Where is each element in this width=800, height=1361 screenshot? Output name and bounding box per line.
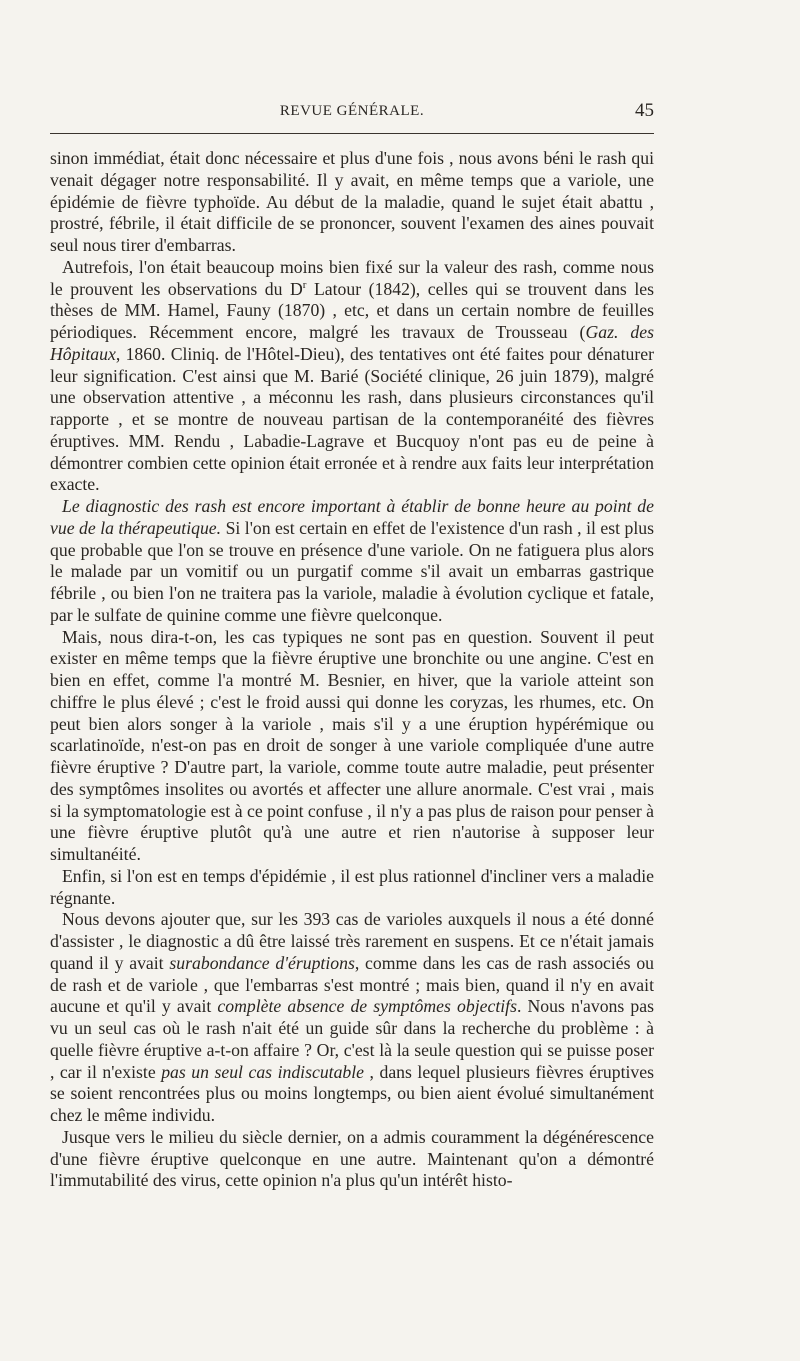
header-rule (50, 133, 654, 134)
text-run: , 1860. Cliniq. de l'Hôtel-Dieu), des tentatives ont été faites pour dénaturer leur signification. C'est ainsi que M. Barié (Société clinique, 26 juin 1879), malgré une observation attentive , a méconnu les rash, dans plusieurs circonstances qu'il rapporte , et se montre de nouveau partisan de la contemporanéité des fièvres éruptives. MM. Rendu , Labadie-Lagrave et Bucquoy n'ont pas eu de peine à démontrer combien cette opinion était erronée et à rendre aux faits leur interprétation exacte. (50, 343, 654, 495)
page-number: 45 (635, 100, 654, 121)
paragraph (50, 627, 654, 866)
running-head (50, 100, 654, 126)
text-run: Jusque vers le milieu du siècle dernier, on a admis couramment la dégénérescence d'une fièvre éruptive quelconque en une autre. Maintenant qu'on a démontré l'immutabilité des virus, cette opinion n'a plus qu'un intérêt histo- (50, 1126, 654, 1191)
italic-text: Le diagnostic des rash est encore important à établir de bonne heure au point de vue de la thérapeutique. (50, 496, 654, 538)
paragraph (50, 866, 654, 910)
text-run: sinon immédiat, était donc nécessaire et plus d'une fois , nous avons béni le rash qui venait dégager notre responsabilité. Il y avait, en même temps que a variole, une épidémie de fièvre typhoïde. Au début de la maladie, quand le sujet était abattu , prostré, fébrile, il était difficile de se prononcer, souvent l'examen des aines pouvait seul nous tirer d'embarras. (50, 148, 654, 255)
paragraph (50, 257, 654, 496)
text-run: Latour (1842), celles qui se trouvent dans les thèses de MM. Hamel, Fauny (1870) , etc, et dans un certain nombre de feuilles périodiques. Récemment encore, malgré les travaux de Trousseau ( (50, 278, 654, 342)
text-run: Enfin, si l'on est en temps d'épidémie , il est plus rationnel d'incliner vers a maladie régnante. (50, 865, 654, 908)
text-run: , comme dans les cas de rash associés ou de rash et de variole , que l'embarras s'est montré ; mais bien, quand il n'y en avait aucune et qu'il y avait (50, 952, 655, 1017)
text-run: Autrefois, l'on était beaucoup moins bien fixé sur la valeur des rash, comme nous le prouvent les observations du D (50, 256, 654, 299)
superscript: r (302, 278, 307, 291)
text-run: Si l'on est certain en effet de l'existence d'un rash , il est plus que probable que l'on se trouve en présence d'une variole. On ne fatiguera plus alors le malade par un vomitif ou un purgatif comme s'il avait un embarras gastrique fébrile , ou bien l'on ne traitera pas la variole, maladie à évolution cyclique et fatale, par le sulfate de quinine comme une fièvre quelconque. (50, 517, 654, 625)
paragraph (50, 909, 654, 1127)
text-run: Mais, nous dira-t-on, les cas typiques ne sont pas en question. Souvent il peut exister en même temps que la fièvre éruptive une bronchite ou une angine. C'est en bien en effet, comme l'a montré M. Besnier, en hiver, que la variole atteint son chiffre le plus élevé ; c'est le froid aussi qui donne les coryzas, les rhumes, etc. On peut bien alors songer à la variole , mais s'il y a une éruption hypérémique ou scarlatinoïde, n'est-on pas en droit de songer à une variole compliquée d'une autre fièvre éruptive ? D'autre part, la variole, comme toute autre maladie, peut présenter des symptômes insolites ou avortés et affecter une allure anormale. C'est vrai , mais si la symptomatologie est à ce point confuse , il n'y a pas plus de raison pour penser à une fièvre éruptive plutôt qu'à une autre et rien n'autorise à supposer leur simultanéité. (50, 626, 654, 864)
text-run: Nous devons ajouter que, sur les 393 cas de varioles auxquels il nous a été donné d'assister , le diagnostic a dû être laissé très rarement en suspens. Et ce n'était jamais quand il y avait (50, 909, 654, 973)
paragraph (50, 496, 654, 627)
running-title: REVUE GÉNÉRALE. (279, 103, 425, 119)
body-text (50, 148, 654, 1192)
paragraph (50, 1127, 654, 1192)
italic-text: pas un seul cas indiscutable (161, 1061, 365, 1082)
paragraph (50, 148, 654, 257)
italic-text: complète absence de symptômes objectifs (217, 996, 517, 1017)
italic-text: surabondance d'éruptions (169, 952, 355, 973)
text-run: . Nous n'avons pas vu un seul cas où le rash n'ait été un guide sûr dans la recherche du problème : à quelle fièvre éruptive a-t-on affaire ? Or, c'est là la seule question qui se puisse poser , car il n'existe (50, 996, 654, 1082)
text-run: , dans lequel plusieurs fièvres éruptives se soient rencontrées plus ou moins longtemps, ou bien aient évolué simultanément chez le même individu. (50, 1061, 654, 1125)
italic-text: Gaz. des Hôpitaux (50, 322, 654, 364)
